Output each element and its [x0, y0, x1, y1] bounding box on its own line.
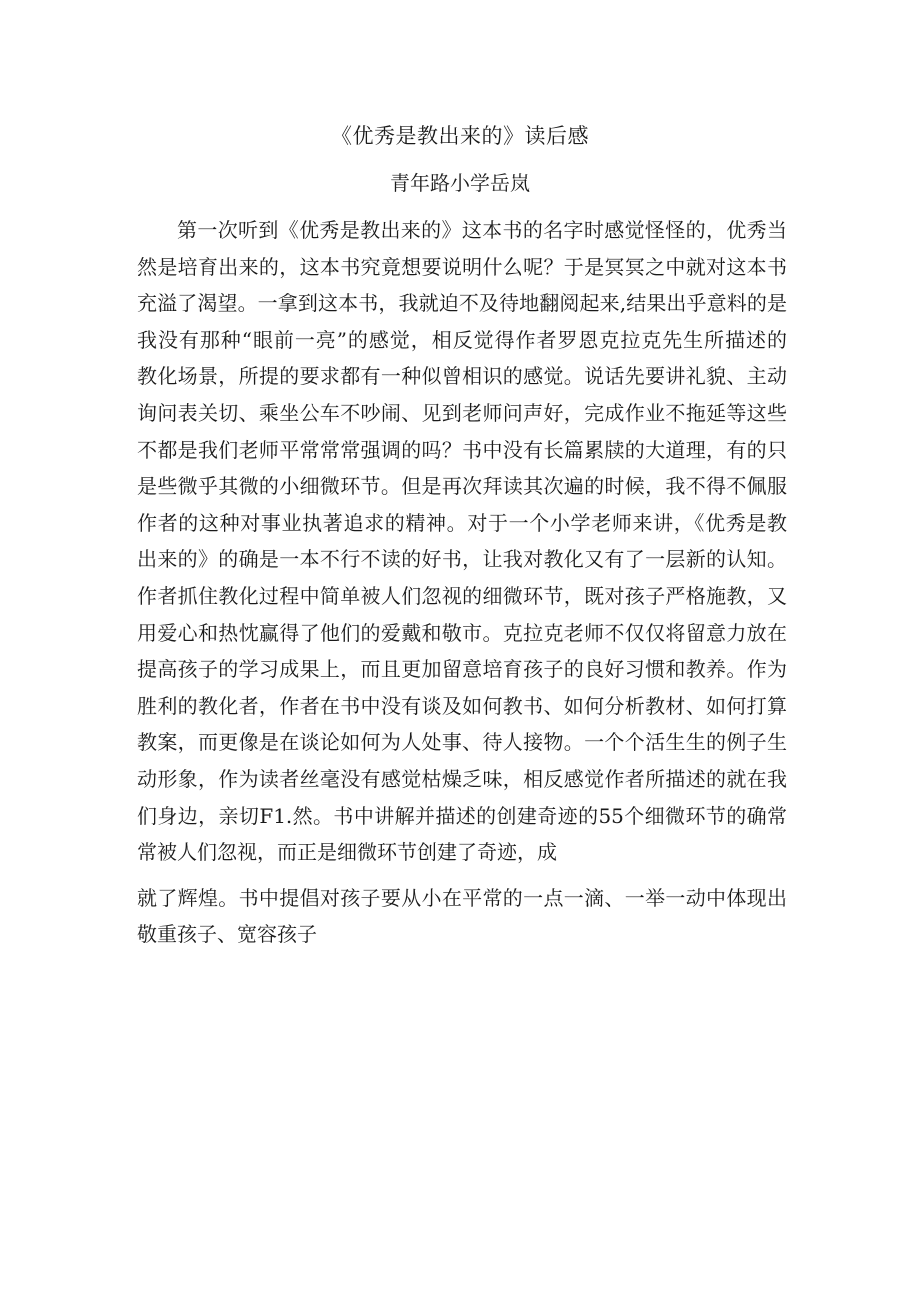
paragraph-gap	[137, 871, 787, 880]
text-line: 敬重孩子、宽容孩子	[137, 922, 317, 947]
text-line: 不都是我们老师平常常常强调的吗？书中没有长篇累牍的大道理，有的只	[137, 437, 787, 462]
text-line: 教案，而更像是在谈论如何为人处事、待人接物。一个个活生生的例子生	[137, 730, 787, 755]
text-line: 作者的这种对事业执著追求的精神。对于一个小学老师来讲，《优秀是教	[137, 510, 787, 535]
text-line: 们身边，亲切F1.然。书中讲解并描述的创建奇迹的55个细微环节的确常	[137, 803, 787, 828]
text-line: 就了辉煌。书中提倡对孩子要从小在平常的一点一滴、一举一动中体现出	[137, 885, 787, 910]
text-line: 教化场景，所提的要求都有一种似曾相识的感觉。说话先要讲礼貌、主动	[137, 364, 787, 389]
text-line: 询问表关切、乘坐公车不吵闹、见到老师问声好，完成作业不拖延等这些	[137, 400, 787, 425]
text-line: 出来的》的确是一本不行不读的好书，让我对教化又有了一层新的认知。	[137, 547, 787, 572]
paragraph-1	[137, 212, 787, 871]
text-line: 提高孩子的学习成果上，而且更加留意培育孩子的良好习惯和教养。作为	[137, 657, 787, 682]
text-line: 动形象，作为读者丝毫没有感觉枯燥乏味，相反感觉作者所描述的就在我	[137, 766, 787, 791]
document-title: 《优秀是教出来的》读后感	[331, 124, 589, 148]
document-body	[137, 212, 787, 953]
text-line: 常被人们忽视，而正是细微环节创建了奇迹，成	[137, 840, 557, 865]
document-author: 青年路小学岳岚	[390, 171, 530, 195]
text-line: 是些微乎其微的小细微环节。但是再次拜读其次遍的时候，我不得不佩服	[137, 474, 787, 499]
text-line: 第一次听到《优秀是教出来的》这本书的名字时感觉怪怪的，优秀当	[177, 218, 787, 242]
text-line: 然是培育出来的，这本书究竟想要说明什么呢？于是冥冥之中就对这本书	[137, 254, 787, 279]
paragraph-2	[137, 880, 787, 953]
text-line: 胜利的教化者，作者在书中没有谈及如何教书、如何分析教材、如何打算	[137, 693, 787, 718]
text-line: 我没有那种“眼前一亮”的感觉，相反觉得作者罗恩克拉克先生所描述的	[137, 327, 787, 352]
text-line: 用爱心和热忱赢得了他们的爱戴和敬市。克拉克老师不仅仅将留意力放在	[137, 620, 787, 645]
text-line: 作者抓住教化过程中简单被人们忽视的细微环节，既对孩子严格施教，又	[137, 583, 787, 608]
text-line: 充溢了渴望。一拿到这本书，我就迫不及待地翻阅起来,结果出乎意料的是	[137, 291, 787, 316]
